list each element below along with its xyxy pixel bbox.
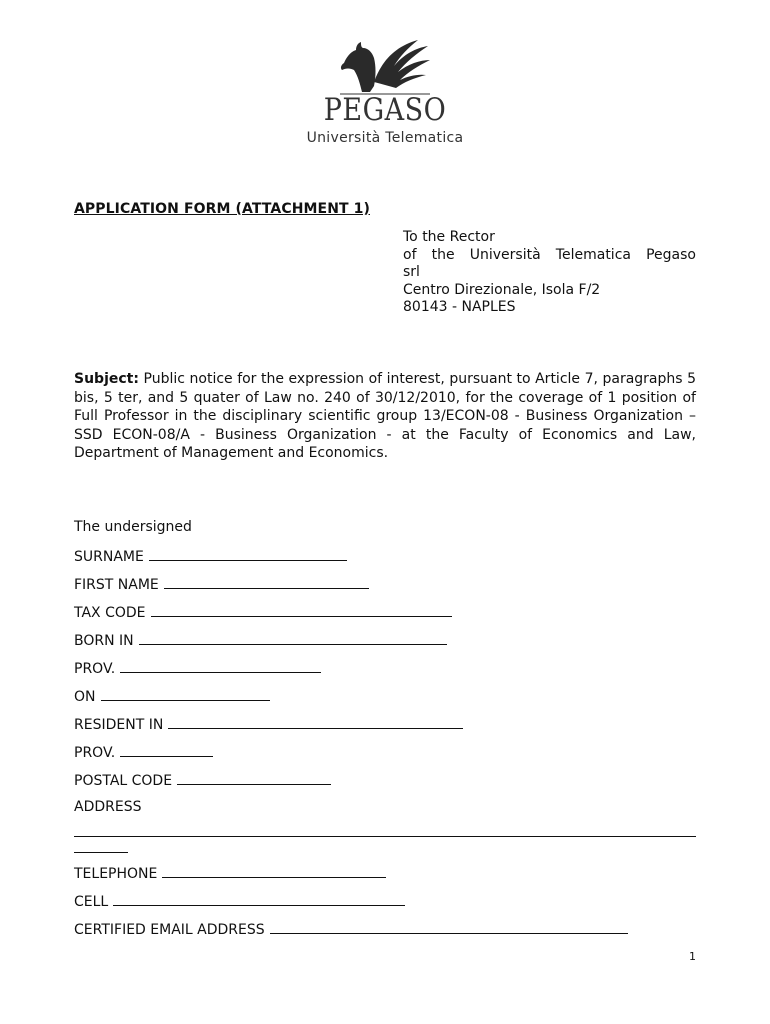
- telephone-label: TELEPHONE: [74, 866, 158, 882]
- address-line-1[interactable]: [74, 822, 696, 842]
- birth-date-row: [74, 686, 270, 706]
- birth-date-label: ON: [74, 689, 96, 705]
- resident-in-row: [74, 714, 463, 734]
- pegasus-icon: [330, 38, 440, 96]
- email-field[interactable]: [270, 919, 628, 934]
- born-in-row: [74, 630, 447, 650]
- recipient-line: 80143 - NAPLES: [403, 299, 516, 315]
- surname-field[interactable]: [149, 546, 347, 561]
- first-name-field[interactable]: [164, 574, 369, 589]
- postal-code-row: [74, 770, 331, 790]
- recipient-line: srl: [403, 264, 420, 280]
- subject-label: Subject:: [74, 371, 139, 387]
- born-in-label: BORN IN: [74, 633, 134, 649]
- tax-code-row: [74, 602, 452, 622]
- first-name-label: FIRST NAME: [74, 577, 159, 593]
- prov-birth-field[interactable]: [120, 658, 321, 673]
- logo-subtitle: Università Telematica: [306, 130, 464, 146]
- recipient-address: [403, 229, 696, 317]
- cell-row: [74, 891, 405, 911]
- recipient-line: To the Rector: [403, 229, 495, 245]
- surname-row: [74, 546, 347, 566]
- subject-paragraph: [74, 370, 696, 463]
- recipient-line: Centro Direzionale, Isola F/2: [403, 281, 601, 298]
- surname-label: SURNAME: [74, 549, 144, 565]
- resident-in-label: RESIDENT IN: [74, 717, 164, 733]
- form-title: APPLICATION FORM (ATTACHMENT 1): [74, 201, 370, 217]
- resident-in-field[interactable]: [168, 714, 463, 729]
- page-number: 1: [689, 950, 696, 963]
- email-label: CERTIFIED EMAIL ADDRESS: [74, 922, 265, 938]
- university-logo: [0, 38, 770, 146]
- subject-text: Public notice for the expression of interest, pursuant to Article 7, paragraphs 5 bis, 5 ter, and 5 quater of Law no. 240 of 30/12/2010, for the coverage of 1 position of Full Professor in the disciplinary scientific group 13/ECON-08 - Business Organization – SSD ECON-08/A - Business Organization - at the Faculty of Economics and Law, Department of Management and Economics.: [74, 371, 697, 462]
- prov-residence-row: [74, 742, 213, 762]
- prov-birth-label: PROV.: [74, 661, 116, 677]
- email-row: [74, 919, 628, 939]
- first-name-row: [74, 574, 369, 594]
- postal-code-label: POSTAL CODE: [74, 773, 173, 789]
- cell-label: CELL: [74, 894, 109, 910]
- intro-text: The undersigned: [74, 519, 192, 535]
- telephone-field[interactable]: [162, 863, 386, 878]
- tax-code-label: TAX CODE: [74, 605, 146, 621]
- birth-date-field[interactable]: [101, 686, 270, 701]
- postal-code-field[interactable]: [177, 770, 331, 785]
- address-field[interactable]: [74, 822, 696, 837]
- recipient-line: of the Università Telematica Pegaso: [403, 246, 696, 263]
- logo-wordmark: PEGASO: [323, 92, 447, 129]
- address-label: ADDRESS: [74, 799, 142, 815]
- address-field-continued[interactable]: [74, 838, 128, 853]
- prov-birth-row: [74, 658, 321, 678]
- tax-code-field[interactable]: [151, 602, 452, 617]
- prov-residence-field[interactable]: [120, 742, 213, 757]
- address-row: [74, 798, 141, 816]
- cell-field[interactable]: [113, 891, 405, 906]
- address-line-2[interactable]: [74, 838, 128, 858]
- born-in-field[interactable]: [139, 630, 447, 645]
- prov-residence-label: PROV.: [74, 745, 116, 761]
- telephone-row: [74, 863, 386, 883]
